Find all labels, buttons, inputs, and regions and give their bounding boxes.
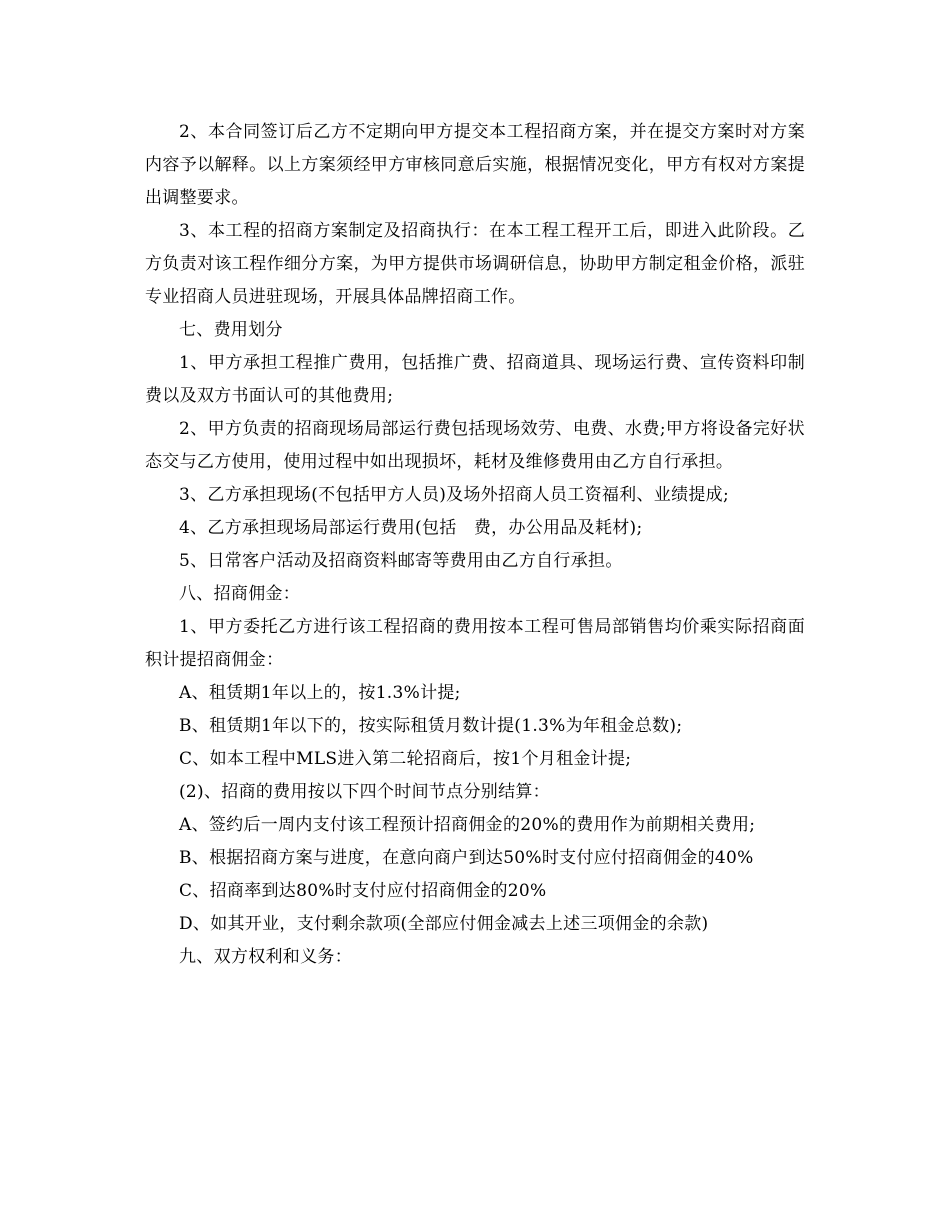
paragraph-16: D、如其开业，支付剩余款项(全部应付佣金减去上述三项佣金的余款) [179,914,709,934]
section-heading-8: 八、招商佣金： [179,584,301,604]
paragraph-15: C、招商率到达80%时支付应付招商佣金的20% [179,881,547,901]
paragraph-8: 1、甲方委托乙方进行该工程招商的费用按本工程可售局部销售均价乘实际招商面积计提招商佣金： [145,617,805,670]
paragraph-9: A、租赁期1年以上的，按1.3%计提; [179,683,461,703]
paragraph-12: (2)、招商的费用按以下四个时间节点分别结算： [179,782,550,802]
paragraph-4: 2、甲方负责的招商现场局部运行费包括现场效劳、电费、水费;甲方将设备完好状态交与乙方使用，使用过程中如出现损坏，耗材及维修费用由乙方自行承担。 [145,419,805,472]
paragraph-13: A、签约后一周内支付该工程预计招商佣金的20%的费用作为前期相关费用; [179,815,756,835]
paragraph-3: 1、甲方承担工程推广费用，包括推广费、招商道具、现场运行费、宣传资料印制费以及双方书面认可的其他费用; [145,353,805,406]
paragraph-10: B、租赁期1年以下的，按实际租赁月数计提(1.3%为年租金总数); [179,716,683,736]
paragraph-6: 4、乙方承担现场局部运行费用(包括 费，办公用品及耗材); [179,518,643,538]
paragraph-5: 3、乙方承担现场(不包括甲方人员)及场外招商人员工资福利、业绩提成; [179,485,730,505]
paragraph-11: C、如本工程中MLS进入第二轮招商后，按1个月租金计提; [179,749,632,769]
section-heading-9: 九、双方权利和义务： [179,947,352,967]
paragraph-7: 5、日常客户活动及招商资料邮寄等费用由乙方自行承担。 [179,551,623,571]
paragraph-1: 2、本合同签订后乙方不定期向甲方提交本工程招商方案，并在提交方案时对方案内容予以解释。以上方案须经甲方审核同意后实施，根据情况变化，甲方有权对方案提出调整要求。 [145,122,805,208]
document-body [145,116,805,974]
section-heading-7: 七、费用划分 [179,320,283,340]
paragraph-14: B、根据招商方案与进度，在意向商户到达50%时支付应付招商佣金的40% [179,848,754,868]
paragraph-2: 3、本工程的招商方案制定及招商执行：在本工程工程开工后，即进入此阶段。乙方负责对该工程作细分方案，为甲方提供市场调研信息，协助甲方制定租金价格，派驻专业招商人员进驻现场，开展具体品牌招商工作。 [145,221,805,307]
